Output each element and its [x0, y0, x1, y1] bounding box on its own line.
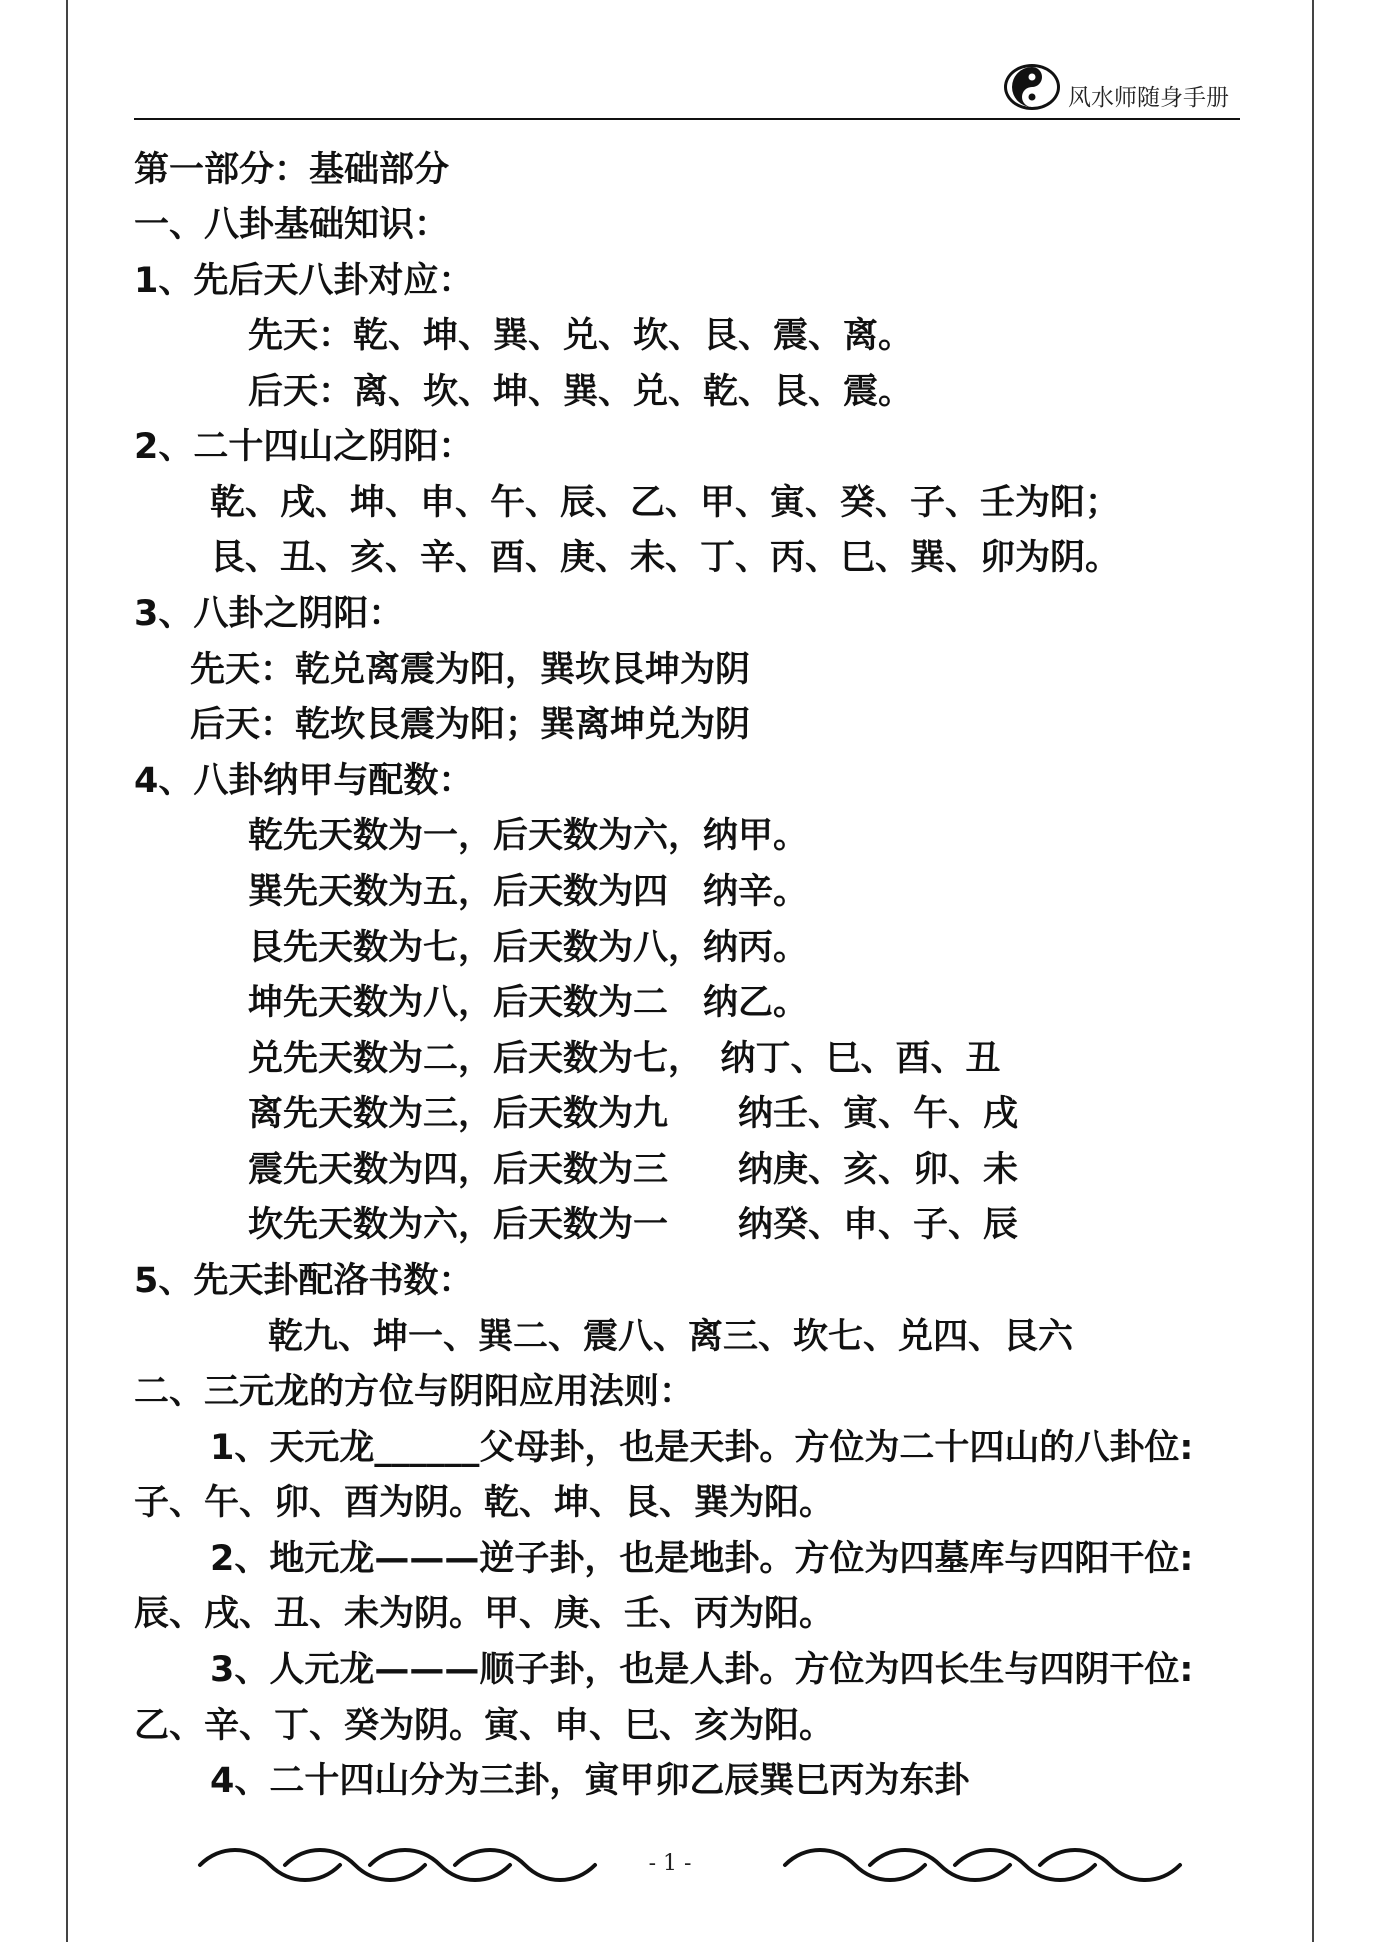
paragraph-line: 乙、辛、丁、癸为阴。寅、申、巳、亥为阳。 [134, 1706, 835, 1746]
right-border-line [1312, 0, 1314, 1942]
header-divider [134, 118, 1240, 120]
left-border-line [66, 0, 68, 1942]
heading-1: 一、八卦基础知识： [134, 205, 450, 245]
text-line: 后天：离、坎、坤、巽、兑、乾、艮、震。 [248, 372, 914, 412]
subheading-5: 5、先天卦配洛书数： [134, 1261, 474, 1301]
paragraph-line: 辰、戌、丑、未为阴。甲、庚、壬、丙为阳。 [134, 1594, 835, 1634]
subheading-3: 3、八卦之阴阳： [134, 594, 404, 634]
text-line: 坤先天数为八，后天数为二 纳乙。 [248, 983, 809, 1023]
paragraph-line: 子、午、卯、酉为阴。乾、坤、艮、巽为阳。 [134, 1483, 835, 1523]
subheading-4: 4、八卦纳甲与配数： [134, 761, 474, 801]
paragraph-line: 3、人元龙———顺子卦，也是人卦。方位为四长生与四阴干位: [210, 1650, 1194, 1690]
paragraph-line: 1、天元龙______父母卦，也是天卦。方位为二十四山的八卦位: [210, 1428, 1194, 1468]
text-line: 艮先天数为七，后天数为八，纳丙。 [248, 928, 809, 968]
text-line: 先天：乾、坤、巽、兑、坎、艮、震、离。 [248, 316, 914, 356]
paragraph-line: 4、二十四山分为三卦，寅甲卯乙辰巽巳丙为东卦 [210, 1761, 970, 1801]
text-line: 乾、戌、坤、申、午、辰、乙、甲、寅、癸、子、壬为阳； [210, 483, 1121, 523]
text-line: 离先天数为三，后天数为九 纳壬、寅、午、戌 [248, 1094, 1019, 1134]
text-line: 艮、丑、亥、辛、酉、庚、未、丁、丙、巳、巽、卯为阴。 [210, 538, 1121, 578]
text-line: 先天：乾兑离震为阳，巽坎艮坤为阴 [190, 650, 751, 690]
subheading-1: 1、先后天八卦对应： [134, 261, 474, 301]
subheading-2: 2、二十四山之阴阳： [134, 427, 474, 467]
section-title: 第一部分：基础部分 [134, 150, 450, 190]
text-line: 震先天数为四，后天数为三 纳庚、亥、卯、未 [248, 1150, 1019, 1190]
page-number: - 1 - [648, 1851, 692, 1876]
text-line: 坎先天数为六，后天数为一 纳癸、申、子、辰 [248, 1205, 1019, 1245]
text-line: 乾九、坤一、巽二、震八、离三、坎七、兑四、艮六 [268, 1317, 1074, 1357]
paragraph-line: 2、地元龙———逆子卦，也是地卦。方位为四墓库与四阳干位: [210, 1539, 1194, 1579]
header-title: 风水师随身手册 [1068, 85, 1229, 111]
text-line: 后天：乾坎艮震为阳；巽离坤兑为阴 [190, 705, 751, 745]
text-line: 兑先天数为二，后天数为七， 纳丁、巳、酉、丑 [248, 1039, 1001, 1079]
heading-2: 二、三元龙的方位与阴阳应用法则： [134, 1372, 695, 1412]
text-line: 乾先天数为一，后天数为六，纳甲。 [248, 816, 809, 856]
yin-yang-icon [1002, 62, 1062, 112]
text-line: 巽先天数为五，后天数为四 纳辛。 [248, 872, 809, 912]
